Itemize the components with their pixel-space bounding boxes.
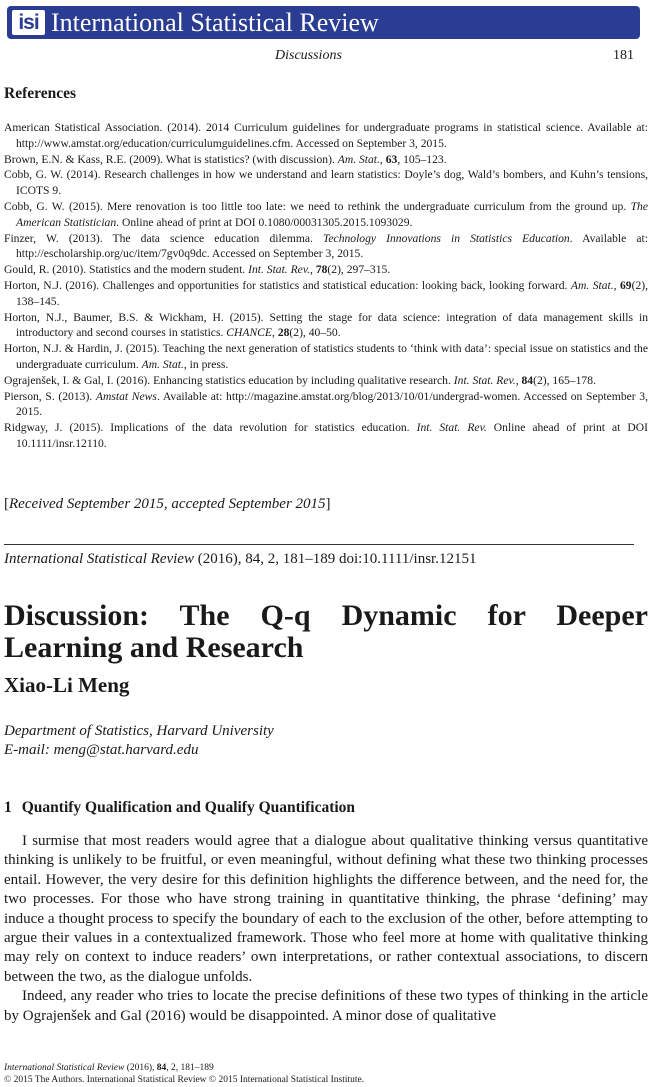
author-email: E-mail: meng@stat.harvard.edu <box>4 742 199 758</box>
article-citation: International Statistical Review (2016), 84, 2, 181–189 doi:10.1111/insr.12151 <box>4 551 477 567</box>
section-heading <box>4 799 355 817</box>
paragraph: Indeed, any reader who tries to locate the precise definitions of these two types of thinking in the article by Ograjenšek and Gal (2016) would be disappointed. A minor dose of qualitative <box>4 988 648 1024</box>
article-body <box>4 832 648 1026</box>
section-name: Discussions <box>275 48 342 63</box>
reference-item: Horton, N.J. & Hardin, J. (2015). Teaching the next generation of statistics students to ‘think with data’: special issue on statistics and the undergraduate curriculum. Am. Stat., in press. <box>4 342 648 371</box>
isi-logo: isi <box>12 10 45 35</box>
affiliation: Department of Statistics, Harvard University <box>4 723 274 739</box>
reference-item: Brown, E.N. & Kass, R.E. (2009). What is statistics? (with discussion). Am. Stat., 63, 105–123. <box>4 152 447 166</box>
paragraph: I surmise that most readers would agree that a dialogue about qualitative thinking versus quantitative thinking is unlikely to be fruitful, or even meaningful, without defining what these two thinking processes entail. However, the very desire for this definition highlights the difference between, and the need for, the two processes. For those who have strong training in quantitative thinking, the phrase ‘defining’ may induce a thought process to specify the boundary of each to the exclusion of the other, before attempting to argue their values in a contextualized framework. Those who feel more at home with qualitative thinking may rely on context to induce readers’ own interpretations, or rather contextual associations, to discern between the two, as the dialogue unfolds. <box>4 833 648 985</box>
page-footer <box>4 1062 364 1086</box>
footer-copyright: © 2015 The Authors. International Statistical Review © 2015 International Statistical Institute. <box>4 1075 365 1085</box>
section-number: 1 <box>4 799 12 816</box>
running-head <box>0 48 650 64</box>
reference-item: Cobb, G. W. (2015). Mere renovation is too little too late: we need to rethink the undergraduate curriculum from the ground up. The American Statistician. Online ahead of print at DOI 0.1080/00031305.2015.1093029. <box>4 199 648 229</box>
reference-item: American Statistical Association. (2014). 2014 Curriculum guidelines for undergraduate programs in statistical science. Available at: http://www.amstat.org/education/curriculumguidelines.cfm. Accessed on September 3, 2015. <box>4 121 648 150</box>
references-list <box>4 120 648 452</box>
reference-item: Ridgway, J. (2015). Implications of the data revolution for statistics education. Int. Stat. Rev. Online ahead of print at DOI 10.1111/insr.12110. <box>4 421 648 450</box>
section-title: Quantify Qualification and Qualify Quantification <box>21 799 356 816</box>
divider <box>4 544 634 545</box>
journal-banner <box>7 6 640 39</box>
reference-item: Ograjenšek, I. & Gal, I. (2016). Enhancing statistics education by including qualitative research. Int. Stat. Rev., 84(2), 165–178. <box>4 373 596 387</box>
reference-item: Horton, N.J., Baumer, B.S. & Wickham, H. (2015). Setting the stage for data science: integration of data management skills in introductory and second courses in statistics. CHANCE, 28(2), 40–50. <box>4 310 648 340</box>
references-heading: References <box>4 85 77 102</box>
reference-item: Gould, R. (2010). Statistics and the modern student. Int. Stat. Rev., 78(2), 297–315. <box>4 263 391 277</box>
journal-title: International Statistical Review <box>51 8 379 37</box>
page-number: 181 <box>613 48 634 63</box>
reference-item: Cobb, G. W. (2014). Research challenges in how we understand and learn statistics: Doyle’s dog, Wald’s bombers, and Kuhn’s tensions, ICOTS 9. <box>4 168 648 198</box>
reference-item: Horton, N.J. (2016). Challenges and opportunities for statistics and statistical education: looking back, looking forward. Am. Stat., 69(2), 138–145. <box>4 278 649 308</box>
author-name: Xiao-Li Meng <box>4 673 130 697</box>
reference-item: Finzer, W. (2013). The data science education dilemma. Technology Innovations in Statistics Education. Available at: http://escholarship.org/uc/item/7gv0q9dc. Accessed on September 3, 2015. <box>4 231 648 261</box>
reference-item: Pierson, S. (2013). Amstat News. Available at: http://magazine.amstat.org/blog/2013/10/01/undergrad-women. Accessed on September 3, 2015. <box>4 389 649 419</box>
received-note: [Received September 2015, accepted September 2015] <box>4 496 331 512</box>
author-affiliation <box>4 722 274 760</box>
footer-citation: International Statistical Review (2016), 84, 2, 181–189 <box>4 1063 214 1073</box>
article-title: Discussion: The Q-q Dynamic for Deeper Learning and Research <box>4 599 648 664</box>
